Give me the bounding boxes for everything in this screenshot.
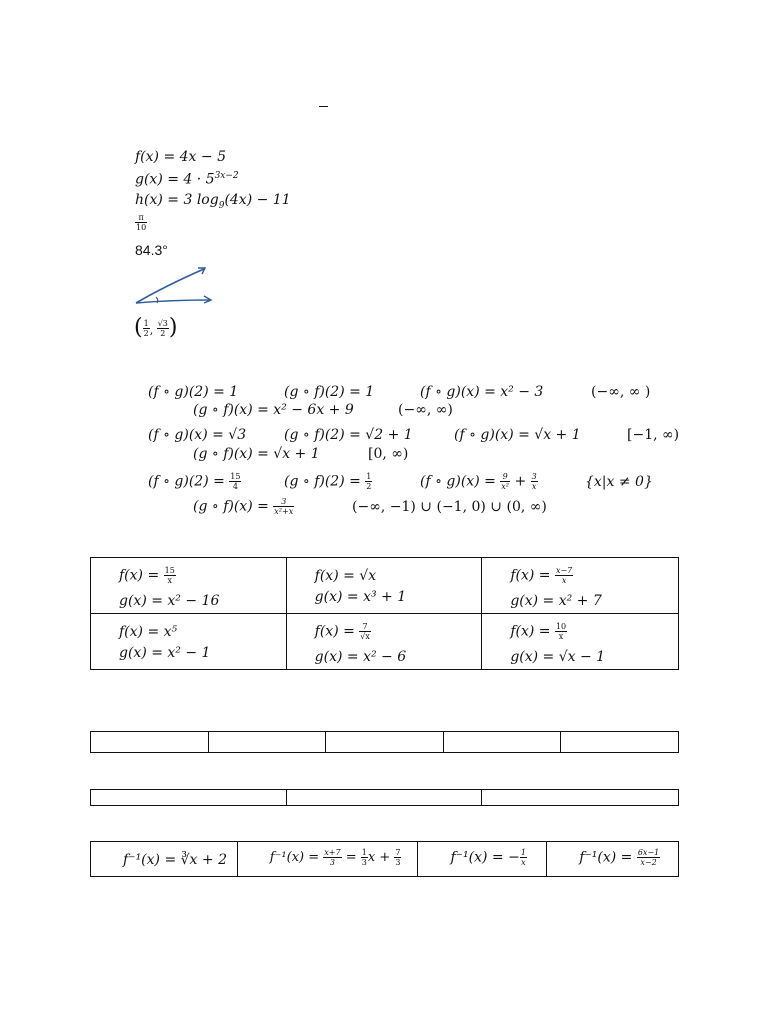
- empty-cell: [561, 732, 679, 753]
- comp-r3-f: (−∞, −1) ∪ (−1, 0) ∪ (0, ∞): [352, 499, 547, 515]
- pair-cell-6: f(x) = $\frac{10}{x}$ g(x) = √x − 1: [482, 614, 679, 670]
- comp-r3-e: (g ∘ f)(x) = $\frac{3}{\text{x²+x}}$: [193, 497, 294, 516]
- comp-r2-a: (f ∘ g)(x) = √3: [148, 427, 247, 443]
- given-pi-fraction: $\frac{\pi}{10}$: [136, 213, 147, 232]
- comp-r1-a: (f ∘ g)(2) = 1: [148, 384, 239, 400]
- comp-r1-b: (g ∘ f)(2) = 1: [284, 384, 375, 400]
- comp-r1b-b: (−∞, ∞): [398, 402, 453, 418]
- given-angle: 84.3°: [135, 242, 168, 258]
- inverse-cell-1: f⁻¹(x) = ∛x + 2: [91, 842, 238, 877]
- pair-cell-1: f(x) = $\frac{15}{x}$ g(x) = x² − 16: [91, 558, 287, 614]
- angle-sketch-icon: [130, 262, 220, 312]
- given-h: h(x) = 3 $\log_9(4x) - 11$: [135, 192, 291, 211]
- empty-cell: [91, 790, 287, 806]
- comp-r1-d: (−∞, ∞ ): [591, 384, 651, 400]
- empty-cell: [286, 790, 482, 806]
- empty-cell: [444, 732, 561, 753]
- pair-cell-4: f(x) = x⁵ g(x) = x² − 1: [91, 614, 287, 670]
- pair-cell-3: f(x) = $\frac{x-7}{x}$ g(x) = x² + 7: [482, 558, 679, 614]
- comp-r2-d: [−1, ∞): [627, 427, 680, 443]
- given-f: f(x) = 4x − 5: [135, 149, 226, 165]
- comp-r2-b: (g ∘ f)(2) = √2 + 1: [284, 427, 413, 443]
- comp-r3-d: {x|x ≠ 0}: [585, 474, 653, 490]
- comp-r3-c: (f ∘ g)(x) = $\frac{9}{\text{x²}}$ + $\frac{3}{x}$: [420, 472, 537, 491]
- pair-cell-2: f(x) = √x g(x) = x³ + 1: [286, 558, 482, 614]
- empty-cell: [326, 732, 444, 753]
- comp-r2-c: (f ∘ g)(x) = √x + 1: [454, 427, 581, 443]
- empty-cell: [91, 732, 209, 753]
- given-g: $g(x) = 4 \cdot 5^{3x-2}$: [135, 171, 239, 188]
- inverse-cell-4: f⁻¹(x) = $\frac{6x-1}{x-2}$: [547, 842, 679, 877]
- pair-cell-5: f(x) = $\frac{7}{√x}$ g(x) = x² − 6: [286, 614, 482, 670]
- empty-table-three-cols: [90, 789, 679, 806]
- comp-r3-a: (f ∘ g)(2) = $\frac{15}{4}$: [148, 472, 241, 491]
- comp-r2b-a: (g ∘ f)(x) = √x + 1: [193, 446, 320, 462]
- empty-table-five-cols: [90, 731, 679, 753]
- function-pairs-table: [90, 557, 679, 670]
- inverse-cell-3: f⁻¹(x) = − $\frac{1}{x}$: [418, 842, 547, 877]
- given-point: ( $\frac{1}{2}$ , $\frac{√3}{2}$ ): [134, 315, 178, 340]
- empty-cell: [482, 790, 679, 806]
- header-dash: [319, 106, 328, 107]
- inverse-cell-2: f⁻¹(x) = $\frac{x+7}{3}$ = $\frac{1}{3}$ x + $\frac{7}{3}$: [237, 842, 418, 877]
- inverse-functions-table: [90, 841, 679, 877]
- comp-r1b-a: (g ∘ f)(x) = x² − 6x + 9: [193, 402, 354, 418]
- comp-r1-c: (f ∘ g)(x) = x² − 3: [420, 384, 544, 400]
- comp-r2b-b: [0, ∞): [368, 446, 409, 462]
- empty-cell: [209, 732, 326, 753]
- comp-r3-b: (g ∘ f)(2) = $\frac{1}{2}$: [284, 472, 372, 491]
